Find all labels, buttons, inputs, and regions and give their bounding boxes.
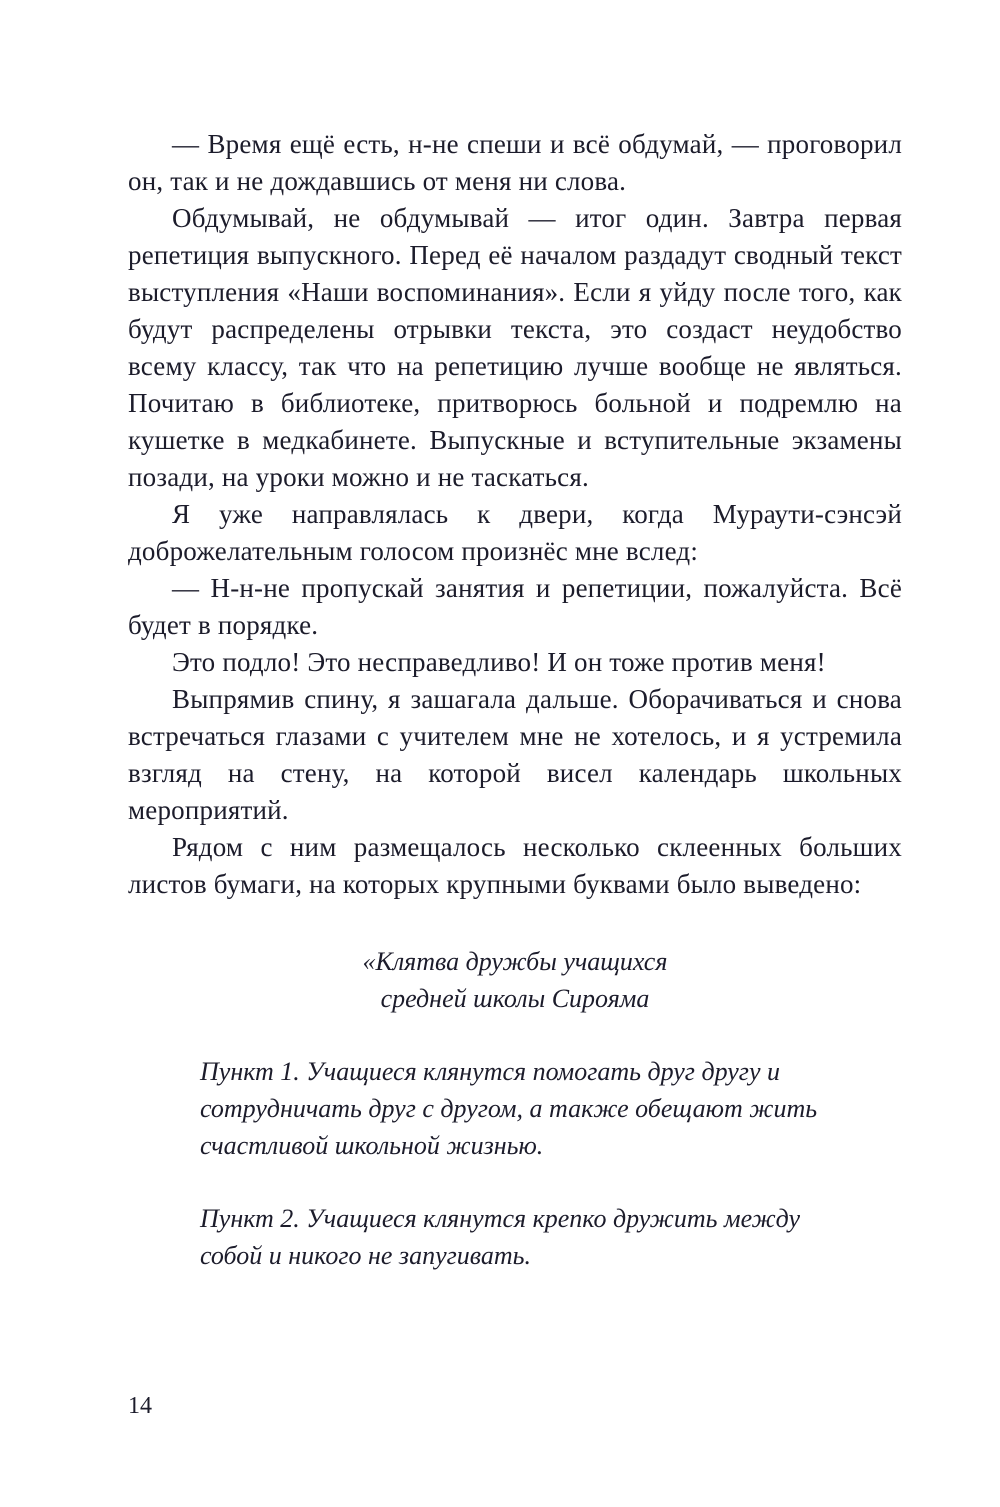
paragraph: Обдумывай, не обдумывай — итог один. Завтра первая репетиция выпускного. Перед её началом раздадут сводный текст выступления «Наши воспоминания». Если я уйду после того, как будут распределены отрывки текста, это создаст неудобство всему классу, так что на репетицию лучше вообще не являться. Почитаю в библиотеке, притворюсь больной и подремлю на кушетке в медкабинете. Выпускные и вступительные экзамены позади, на уроки можно и не таскаться. <box>128 203 902 492</box>
paragraph: — Н-н-не пропускай занятия и репетиции, пожалуйста. Всё будет в порядке. <box>128 573 902 640</box>
oath-title-line-2: средней школы Сирояма <box>380 984 650 1013</box>
oath-block <box>128 943 902 1274</box>
oath-item-1: Пункт 1. Учащиеся клянутся помогать друг другу и сотрудничать друг с другом, а также обещают жить счастливой школьной жизнью. <box>200 1057 818 1160</box>
oath-title-line-1: «Клятва дружбы учащихся <box>362 947 668 976</box>
paragraph: Выпрямив спину, я зашагала дальше. Оборачиваться и снова встречаться глазами с учителем мне не хотелось, и я устремила взгляд на стену, на которой висел календарь школьных мероприятий. <box>128 684 902 825</box>
paragraph: Я уже направлялась к двери, когда Мураути-сэнсэй доброжелательным голосом произнёс мне вслед: <box>128 499 902 566</box>
text-column <box>128 126 902 1274</box>
paragraph: Рядом с ним размещалось несколько склеенных больших листов бумаги, на которых крупными буквами было выведено: <box>128 832 902 899</box>
page-number: 14 <box>128 1393 152 1419</box>
oath-item-2: Пункт 2. Учащиеся клянутся крепко дружить между собой и никого не запугивать. <box>200 1204 800 1270</box>
paragraph: Это подло! Это несправедливо! И он тоже против меня! <box>172 647 826 677</box>
paragraph: — Время ещё есть, н-не спеши и всё обдумай, — проговорил он, так и не дождавшись от меня ни слова. <box>128 129 902 196</box>
